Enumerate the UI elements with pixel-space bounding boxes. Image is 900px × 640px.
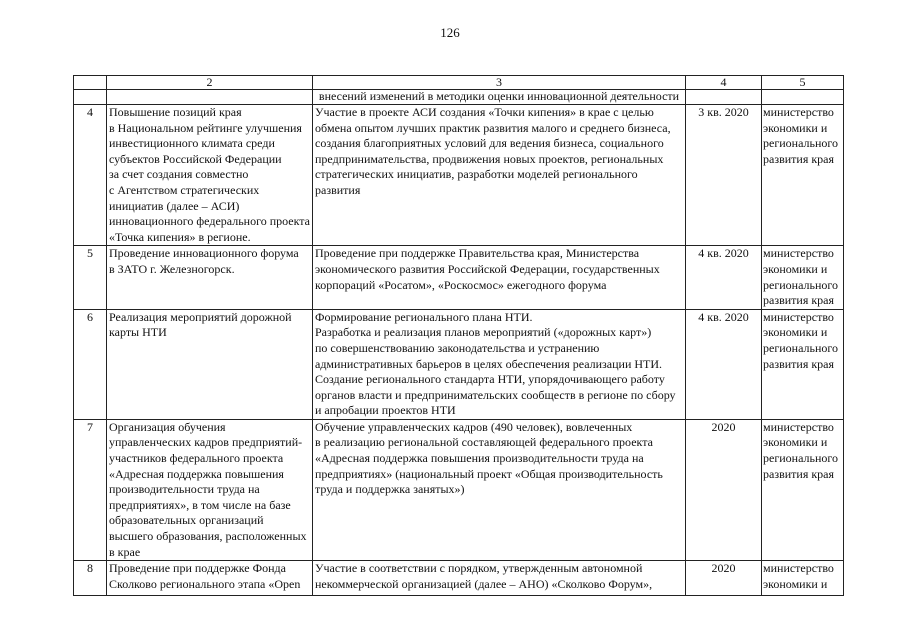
event-cell: Проведение при поддержке Фонда Сколково регионального этапа «Open: [107, 561, 313, 596]
table-row: [74, 105, 844, 246]
row-number: 4: [74, 105, 107, 246]
continuation-text: внесений изменений в методики оценки инновационной деятельности: [313, 90, 686, 105]
result-cell: Формирование регионального плана НТИ. Разработка и реализация планов мероприятий («дорожных карт») по совершенствованию законодательства и устранению административных барьеров в целях обеспечения реализации НТИ. Создание регионального стандарта НТИ, упорядочивающего работу органов власти и предпринимательских сообществ в регионе по сбору и апробации проектов НТИ: [313, 309, 686, 419]
continuation-cell-empty: [762, 90, 844, 105]
row-number: 6: [74, 309, 107, 419]
event-cell: Повышение позиций края в Национальном рейтинге улучшения инвестиционного климата среди субъектов Российской Федерации за счет создания совместно с Агентством стратегических инициатив (далее – АСИ) инновационного федерального проекта «Точка кипения» в регионе.: [107, 105, 313, 246]
event-cell: Реализация мероприятий дорожной карты НТИ: [107, 309, 313, 419]
row-number: 5: [74, 246, 107, 309]
table-row: [74, 561, 844, 596]
page-number: 126: [440, 25, 460, 40]
header-col-5: 5: [762, 76, 844, 90]
table-row: [74, 309, 844, 419]
executor-cell: министерство экономики и регионального развития края: [762, 246, 844, 309]
continuation-cell-empty: [107, 90, 313, 105]
date-cell: 4 кв. 2020: [686, 246, 762, 309]
row-number: 8: [74, 561, 107, 596]
header-col-1: [74, 76, 107, 90]
row-number: 7: [74, 419, 107, 560]
result-cell: Обучение управленческих кадров (490 человек), вовлеченных в реализацию региональной составляющей федерального проекта «Адресная поддержка повышения производительности труда на предприятиях» (национальный проект «Общая производительность труда и поддержка занятых»): [313, 419, 686, 560]
date-cell: 4 кв. 2020: [686, 309, 762, 419]
header-row: [74, 76, 844, 90]
continuation-cell-empty: [686, 90, 762, 105]
continuation-row: [74, 90, 844, 105]
date-cell: 2020: [686, 419, 762, 560]
header-col-3: 3: [313, 76, 686, 90]
result-cell: Участие в соответствии с порядком, утвержденным автономной некоммерческой организацией (далее – АНО) «Сколково Форум»,: [313, 561, 686, 596]
date-cell: 3 кв. 2020: [686, 105, 762, 246]
continuation-cell-empty: [74, 90, 107, 105]
executor-cell: министерство экономики и регионального развития края: [762, 309, 844, 419]
event-cell: Проведение инновационного форума в ЗАТО г. Железногорск.: [107, 246, 313, 309]
result-cell: Участие в проекте АСИ создания «Точки кипения» в крае с целью обмена опытом лучших практик развития малого и среднего бизнеса, создания благоприятных условий для ведения бизнеса, социального предпринимательства, продвижения новых проектов, региональных стратегических инициатив, разработки моделей регионального развития: [313, 105, 686, 246]
plan-table: [73, 75, 844, 596]
result-cell: Проведение при поддержке Правительства края, Министерства экономического развития Российской Федерации, государственных корпораций «Росатом», «Роскосмос» ежегодного форума: [313, 246, 686, 309]
table-row: [74, 419, 844, 560]
executor-cell: министерство экономики и: [762, 561, 844, 596]
header-col-2: 2: [107, 76, 313, 90]
executor-cell: министерство экономики и регионального развития края: [762, 419, 844, 560]
header-col-4: 4: [686, 76, 762, 90]
table-row: [74, 246, 844, 309]
executor-cell: министерство экономики и регионального развития края: [762, 105, 844, 246]
event-cell: Организация обучения управленческих кадров предприятий-участников федерального проекта «Адресная поддержка повышения производительности труда на предприятиях», в том числе на базе образовательных организаций высшего образования, расположенных в крае: [107, 419, 313, 560]
date-cell: 2020: [686, 561, 762, 596]
